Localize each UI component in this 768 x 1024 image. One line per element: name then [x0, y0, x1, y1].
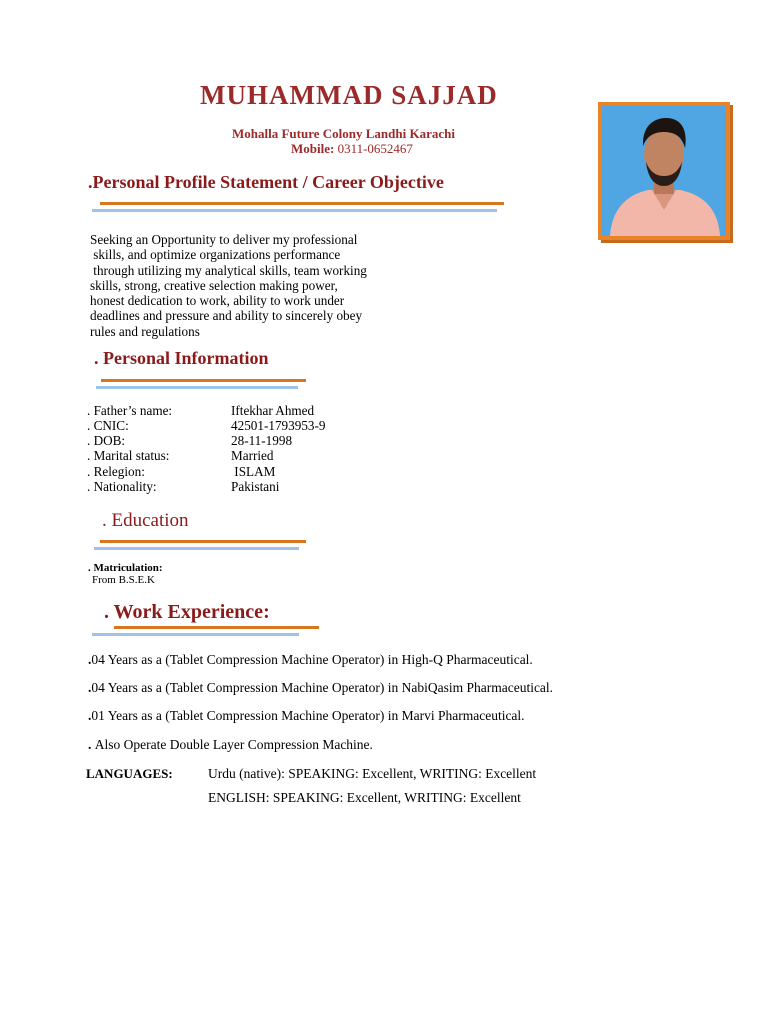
bullet: .	[88, 680, 92, 695]
info-value: Married	[231, 448, 274, 463]
mobile-label: Mobile:	[291, 141, 335, 156]
blue-divider	[94, 547, 299, 550]
education-item-label: . Matriculation:	[88, 562, 163, 574]
work-item-text: 04 Years as a (Tablet Compression Machine Operator) in NabiQasim Pharmaceutical.	[91, 680, 554, 695]
bullet: .	[88, 737, 95, 752]
personal-info-heading: . Personal Information	[94, 348, 269, 368]
info-value: Pakistani	[231, 479, 280, 494]
orange-divider	[100, 540, 306, 543]
candidate-name: MUHAMMAD SAJJAD	[200, 80, 498, 110]
blue-divider	[96, 386, 298, 389]
work-item-text: 04 Years as a (Tablet Compression Machine Operator) in High-Q Pharmaceutical.	[91, 652, 533, 667]
info-label: . DOB:	[87, 433, 126, 448]
work-item	[88, 652, 533, 668]
info-label: . Relegion:	[87, 464, 145, 479]
info-label: . CNIC:	[87, 418, 129, 433]
blue-divider	[92, 209, 497, 212]
work-item-text: 01 Years as a (Tablet Compression Machine Operator) in Marvi Pharmaceutical.	[91, 708, 525, 723]
work-experience-heading: . Work Experience:	[104, 601, 270, 623]
info-value: Iftekhar Ahmed	[231, 403, 315, 418]
languages-label: LANGUAGES:	[86, 766, 173, 781]
work-item-text: Also Operate Double Layer Compression Machine.	[94, 737, 373, 752]
objective-text: Seeking an Opportunity to deliver my professional skills, and optimize organizations performance through utilizing my analytical skills, team working skills, strong, creative selection making power, honest dedication to work, ability to work under deadlines and pressure and ability to sincerely obey rules and regulations	[90, 232, 367, 339]
work-item	[88, 708, 525, 724]
orange-divider	[100, 202, 504, 205]
objective-heading: .Personal Profile Statement / Career Objective	[88, 172, 444, 192]
info-label: . Father’s name:	[87, 403, 173, 418]
info-label: . Marital status:	[87, 448, 170, 463]
education-heading: . Education	[102, 510, 189, 531]
language-line: ENGLISH: SPEAKING: Excellent, WRITING: Excellent	[208, 790, 521, 805]
info-value: 28-11-1998	[231, 433, 293, 448]
profile-photo	[598, 102, 730, 240]
person-photo-icon	[602, 106, 726, 236]
work-item	[88, 680, 553, 696]
orange-divider	[101, 379, 306, 382]
info-value: 42501-1793953-9	[231, 418, 326, 433]
info-value: ISLAM	[231, 464, 276, 479]
blue-divider	[92, 633, 299, 636]
work-item	[88, 737, 373, 753]
info-label: . Nationality:	[87, 479, 157, 494]
mobile	[291, 141, 413, 157]
bullet: .	[88, 708, 92, 723]
orange-divider	[114, 626, 319, 629]
education-item-board: From B.S.E.K	[92, 574, 155, 586]
bullet: .	[88, 652, 92, 667]
address: Mohalla Future Colony Landhi Karachi	[232, 126, 455, 141]
language-line: Urdu (native): SPEAKING: Excellent, WRITING: Excellent	[208, 766, 537, 781]
mobile-number: 0311-0652467	[337, 141, 413, 156]
